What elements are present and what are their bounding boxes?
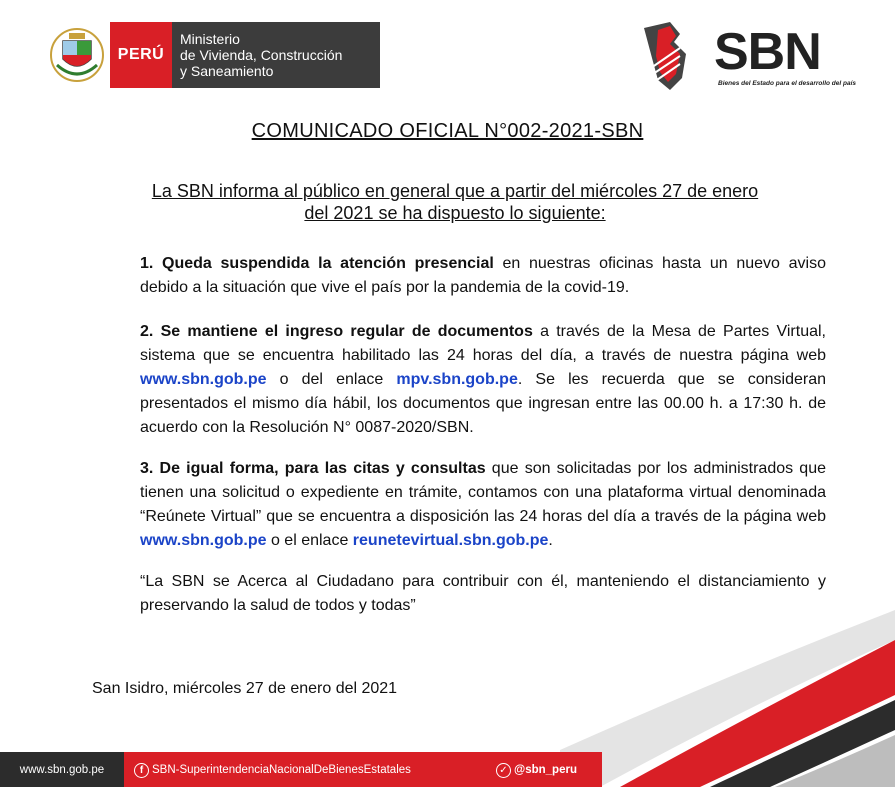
sbn-website-link[interactable]: www.sbn.gob.pe	[140, 532, 267, 549]
ministry-line: Ministerio	[180, 31, 240, 47]
item-2-text-a: a través de la Mesa de Partes Virtual, sistema que se encuentra habilitado las 24 horas del día, a través de nuestra página web	[140, 323, 827, 364]
item-2-heading: 2. Se mantiene el ingreso regular de documentos	[140, 323, 533, 340]
facebook-icon: f	[134, 763, 149, 778]
coat-of-arms-icon	[44, 22, 110, 88]
mpv-link[interactable]: mpv.sbn.gob.pe	[396, 371, 518, 388]
item-3-text-b: o el enlace	[266, 532, 353, 549]
footer-twitter[interactable]	[496, 763, 577, 778]
twitter-handle: @sbn_peru	[514, 764, 577, 776]
sbn-logo	[640, 20, 856, 92]
subtitle-line: del 2021 se ha dispuesto lo siguiente:	[304, 203, 606, 223]
item-2-text-b: o del enlace	[266, 371, 397, 388]
twitter-icon: ✓	[496, 763, 511, 778]
subtitle-line: La SBN informa al público en general que a partir del miércoles 27 de enero	[151, 181, 759, 201]
country-label: PERÚ	[110, 22, 172, 88]
footer-website[interactable]: www.sbn.gob.pe	[0, 752, 124, 787]
item-1-heading: 1. Queda suspendida la atención presencial	[140, 255, 494, 272]
item-2	[140, 320, 826, 440]
footer-bar	[0, 752, 602, 787]
sbn-wordmark: SBN	[714, 23, 821, 81]
closing-quote: “La SBN se Acerca al Ciudadano para contribuir con él, manteniendo el distanciamiento y preservando la salud de todos y todas”	[140, 573, 826, 614]
decorative-waves	[560, 600, 895, 787]
ministry-name	[172, 22, 380, 88]
place-date: San Isidro, miércoles 27 de enero del 2021	[92, 680, 398, 697]
peru-map-icon	[640, 20, 712, 92]
item-3	[140, 457, 826, 553]
item-1	[140, 252, 826, 300]
document-subtitle	[90, 180, 820, 224]
sbn-tagline: Bienes del Estado para el desarrollo del país	[718, 80, 856, 87]
item-2-text-c: . Se les recuerda que se consideran presentados el mismo día hábil, los documentos que ingresan entre las 00.00 h. a 17:30 h. de acuerdo con la Resolución N° 0087-2020/SBN.	[140, 371, 826, 436]
ministry-line: de Vivienda, Construcción	[180, 47, 343, 63]
footer-facebook[interactable]	[134, 763, 484, 778]
item-3-text-c: .	[548, 532, 553, 549]
ministry-logo	[44, 22, 380, 88]
facebook-handle: SBN-SuperintendenciaNacionalDeBienesEstatales	[152, 764, 411, 776]
sbn-website-link[interactable]: www.sbn.gob.pe	[140, 371, 267, 388]
item-3-heading: 3. De igual forma, para las citas y consultas	[140, 460, 486, 477]
ministry-line: y Saneamiento	[180, 63, 274, 79]
item-1-text: en nuestras oficinas hasta un nuevo aviso debido a la situación que vive el país por la pandemia de la covid-19.	[140, 255, 826, 296]
reunete-virtual-link[interactable]: reunetevirtual.sbn.gob.pe	[352, 532, 549, 549]
item-3-text-a: que son solicitadas por los administrados que tienen una solicitud o expediente en trámite, contamos con una plataforma virtual denominada “Reúnete Virtual” que se encuentra a disposición las 24 horas del día a través de la página web	[140, 460, 827, 525]
document-title: COMUNICADO OFICIAL N°002-2021-SBN	[251, 120, 644, 142]
